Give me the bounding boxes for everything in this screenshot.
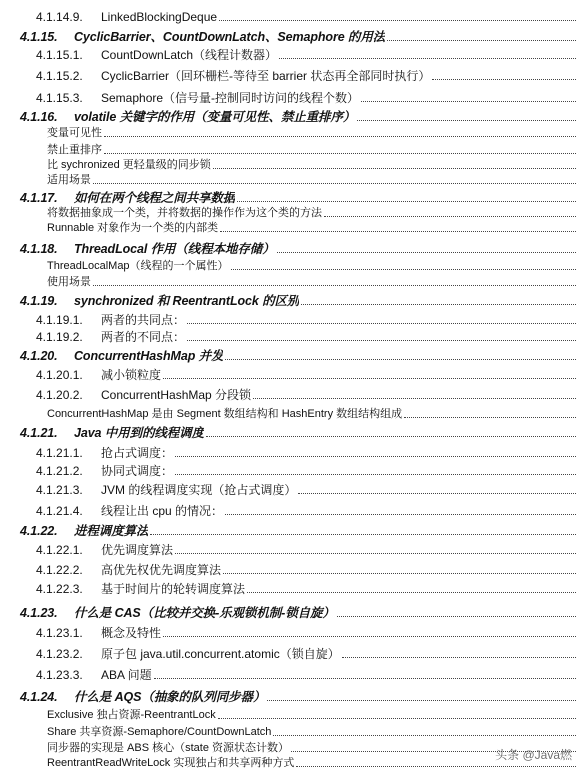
toc-entry-title: 如何在两个线程之间共享数据 xyxy=(74,191,236,205)
toc-entry-title: Java 中用到的线程调度 xyxy=(74,426,204,440)
dot-leader xyxy=(231,268,576,270)
toc-entry-title: ConcurrentHashMap 并发 xyxy=(74,349,224,363)
dot-leader xyxy=(104,135,576,137)
toc-entry-number: 4.1.21. xyxy=(20,426,58,440)
toc-subsection-entry[interactable] xyxy=(0,388,580,403)
dot-leader xyxy=(218,717,576,719)
toc-subsection-entry[interactable] xyxy=(0,48,580,63)
dot-leader xyxy=(163,377,576,379)
toc-item-entry[interactable] xyxy=(0,708,580,723)
toc-subsection-entry[interactable] xyxy=(0,647,580,662)
dot-leader xyxy=(206,435,576,437)
toc-item-entry[interactable] xyxy=(0,725,580,740)
dot-leader xyxy=(267,699,576,701)
toc-entry-number: 4.1.23.2. xyxy=(36,647,83,661)
toc-subsection-entry[interactable] xyxy=(0,668,580,683)
dot-leader xyxy=(324,215,576,217)
dot-leader xyxy=(213,167,576,169)
toc-entry-title: 协同式调度： xyxy=(101,464,174,478)
dot-leader xyxy=(357,119,576,121)
dot-leader xyxy=(187,339,576,341)
toc-section-entry[interactable] xyxy=(0,241,580,257)
toc-subsection-entry[interactable] xyxy=(0,10,580,25)
toc-section-entry[interactable] xyxy=(0,190,580,206)
dot-leader xyxy=(342,656,576,658)
toc-section-entry[interactable] xyxy=(0,605,580,621)
toc-item-entry[interactable] xyxy=(0,407,580,422)
toc-entry-number: 4.1.15.2. xyxy=(36,69,83,83)
dot-leader xyxy=(298,492,576,494)
toc-entry-title: Exclusive 独占资源-ReentrantLock xyxy=(47,709,216,721)
toc-item-entry[interactable] xyxy=(0,158,580,173)
toc-entry-title: 概念及特性 xyxy=(101,626,162,640)
toc-item-entry[interactable] xyxy=(0,275,580,290)
toc-entry-title: Share 共享资源-Semaphore/CountDownLatch xyxy=(47,726,272,738)
toc-section-entry[interactable] xyxy=(0,425,580,441)
dot-leader xyxy=(404,416,576,418)
toc-entry-number: 4.1.24. xyxy=(20,690,58,704)
toc-subsection-entry[interactable] xyxy=(0,368,580,383)
toc-item-entry[interactable] xyxy=(0,221,580,236)
toc-entry-title: 同步器的实现是 ABS 核心（state 资源状态计数） xyxy=(47,742,290,754)
toc-entry-title: ThreadLocalMap（线程的一个属性） xyxy=(47,260,229,272)
dot-leader xyxy=(253,397,576,399)
toc-entry-title: 将数据抽象成一个类，并将数据的操作作为这个类的方法 xyxy=(47,207,322,219)
toc-entry-number: 4.1.14.9. xyxy=(36,10,83,24)
toc-item-entry[interactable] xyxy=(0,143,580,158)
toc-entry-title: 线程让出 cpu 的情况： xyxy=(101,504,224,518)
toc-subsection-entry[interactable] xyxy=(0,330,580,345)
toc-item-entry[interactable] xyxy=(0,173,580,188)
watermark: 头条 @Java燃 xyxy=(495,748,572,762)
toc-entry-number: 4.1.21.1. xyxy=(36,446,83,460)
dot-leader xyxy=(301,303,576,305)
toc-entry-number: 4.1.20.1. xyxy=(36,368,83,382)
toc-entry-number: 4.1.19.1. xyxy=(36,313,83,327)
dot-leader xyxy=(175,473,576,475)
toc-entry-number: 4.1.23. xyxy=(20,606,58,620)
toc-subsection-entry[interactable] xyxy=(0,563,580,578)
toc-entry-number: 4.1.21.4. xyxy=(36,504,83,518)
dot-leader xyxy=(223,572,576,574)
toc-entry-title: 什么是 CAS（比较并交换-乐观锁机制-锁自旋） xyxy=(74,606,335,620)
toc-entry-title: 比 sychronized 更轻量级的同步锁 xyxy=(47,159,211,171)
dot-leader xyxy=(225,358,576,360)
toc-entry-number: 4.1.22.2. xyxy=(36,563,83,577)
toc-entry-number: 4.1.20.2. xyxy=(36,388,83,402)
toc-subsection-entry[interactable] xyxy=(0,464,580,479)
toc-item-entry[interactable] xyxy=(0,756,580,771)
toc-entry-title: 进程调度算法 xyxy=(74,524,149,538)
toc-entry-title: CountDownLatch（线程计数器） xyxy=(101,48,278,62)
dot-leader xyxy=(225,513,576,515)
toc-entry-title: ReentrantReadWriteLock 实现独占和共享两种方式 xyxy=(47,757,295,769)
toc-entry-title: 禁止重排序 xyxy=(47,144,102,156)
dot-leader xyxy=(247,591,576,593)
dot-leader xyxy=(337,615,576,617)
dot-leader xyxy=(163,635,576,637)
toc-entry-title: JVM 的线程调度实现（抢占式调度） xyxy=(101,483,297,497)
toc-subsection-entry[interactable] xyxy=(0,313,580,328)
toc-entry-title: 减小锁粒度 xyxy=(101,368,162,382)
dot-leader xyxy=(296,765,576,767)
toc-entry-title: 使用场景 xyxy=(47,276,91,288)
toc-subsection-entry[interactable] xyxy=(0,543,580,558)
toc-entry-title: CyclicBarrier（回环栅栏-等待至 barrier 状态再全部同时执行） xyxy=(101,69,431,83)
toc-subsection-entry[interactable] xyxy=(0,504,580,519)
toc-entry-title: 什么是 AQS（抽象的队列同步器） xyxy=(74,690,266,704)
toc-entry-title: Runnable 对象作为一个类的内部类 xyxy=(47,222,219,234)
toc-entry-title: ThreadLocal 作用（线程本地存储） xyxy=(74,242,275,256)
dot-leader xyxy=(175,455,576,457)
toc-entry-title: 两者的共同点： xyxy=(101,313,186,327)
toc-entry-number: 4.1.15.3. xyxy=(36,91,83,105)
toc-entry-title: 变量可见性 xyxy=(47,127,102,139)
dot-leader xyxy=(175,552,576,554)
toc-entry-title: ConcurrentHashMap 分段锁 xyxy=(101,388,252,402)
toc-entry-number: 4.1.22.3. xyxy=(36,582,83,596)
toc-subsection-entry[interactable] xyxy=(0,626,580,641)
toc-entry-title: Semaphore（信号量-控制同时访问的线程个数） xyxy=(101,91,360,105)
dot-leader xyxy=(104,152,576,154)
toc-subsection-entry[interactable] xyxy=(0,446,580,461)
toc-entry-number: 4.1.21.3. xyxy=(36,483,83,497)
dot-leader xyxy=(219,19,576,21)
dot-leader xyxy=(279,57,576,59)
toc-entry-number: 4.1.18. xyxy=(20,242,58,256)
toc-entry-title: 基于时间片的轮转调度算法 xyxy=(101,582,246,596)
toc-entry-title: ABA 问题 xyxy=(101,668,152,682)
toc-section-entry[interactable] xyxy=(0,689,580,705)
dot-leader xyxy=(93,284,576,286)
dot-leader xyxy=(150,533,576,535)
toc-entry-number: 4.1.16. xyxy=(20,110,58,124)
toc-entry-number: 4.1.23.1. xyxy=(36,626,83,640)
toc-entry-number: 4.1.22.1. xyxy=(36,543,83,557)
toc-section-entry[interactable] xyxy=(0,523,580,539)
toc-entry-title: ConcurrentHashMap 是由 Segment 数组结构和 HashEntry 数组结构组成 xyxy=(47,408,403,420)
toc-subsection-entry[interactable] xyxy=(0,69,580,84)
toc-entry-number: 4.1.20. xyxy=(20,349,58,363)
toc-item-entry[interactable] xyxy=(0,206,580,221)
toc-entry-title: synchronized 和 ReentrantLock 的区别 xyxy=(74,294,300,308)
toc-entry-number: 4.1.19. xyxy=(20,294,58,308)
toc-entry-title: CyclicBarrier、CountDownLatch、Semaphore 的用法 xyxy=(74,30,386,44)
toc-entry-title: 抢占式调度： xyxy=(101,446,174,460)
toc-entry-number: 4.1.17. xyxy=(20,191,58,205)
toc-item-entry[interactable] xyxy=(0,741,580,756)
toc-entry-number: 4.1.21.2. xyxy=(36,464,83,478)
toc-entry-number: 4.1.15. xyxy=(20,30,58,44)
toc-section-entry[interactable] xyxy=(0,29,580,45)
toc-subsection-entry[interactable] xyxy=(0,91,580,106)
toc-subsection-entry[interactable] xyxy=(0,483,580,498)
toc-entry-title: 高优先权优先调度算法 xyxy=(101,563,222,577)
dot-leader xyxy=(93,182,576,184)
toc-entry-title: LinkedBlockingDeque xyxy=(101,10,218,24)
dot-leader xyxy=(277,251,576,253)
toc-entry-title: volatile 关键字的作用（变量可见性、禁止重排序） xyxy=(74,110,356,124)
dot-leader xyxy=(361,100,576,102)
toc-subsection-entry[interactable] xyxy=(0,582,580,597)
toc-entry-number: 4.1.15.1. xyxy=(36,48,83,62)
dot-leader xyxy=(237,200,576,202)
toc-entry-title: 两者的不同点： xyxy=(101,330,186,344)
dot-leader xyxy=(187,322,576,324)
toc-entry-number: 4.1.22. xyxy=(20,524,58,538)
toc-section-entry[interactable] xyxy=(0,293,580,309)
dot-leader xyxy=(387,39,576,41)
toc-entry-title: 原子包 java.util.concurrent.atomic（锁自旋） xyxy=(101,647,340,661)
dot-leader xyxy=(273,734,576,736)
toc-entry-title: 适用场景 xyxy=(47,174,91,186)
toc-item-entry[interactable] xyxy=(0,126,580,141)
toc-item-entry[interactable] xyxy=(0,259,580,274)
toc-entry-title: 优先调度算法 xyxy=(101,543,174,557)
dot-leader xyxy=(220,230,576,232)
toc-entry-number: 4.1.19.2. xyxy=(36,330,83,344)
dot-leader xyxy=(154,677,576,679)
toc-section-entry[interactable] xyxy=(0,348,580,364)
dot-leader xyxy=(432,78,576,80)
toc-entry-number: 4.1.23.3. xyxy=(36,668,83,682)
toc-section-entry[interactable] xyxy=(0,109,580,125)
